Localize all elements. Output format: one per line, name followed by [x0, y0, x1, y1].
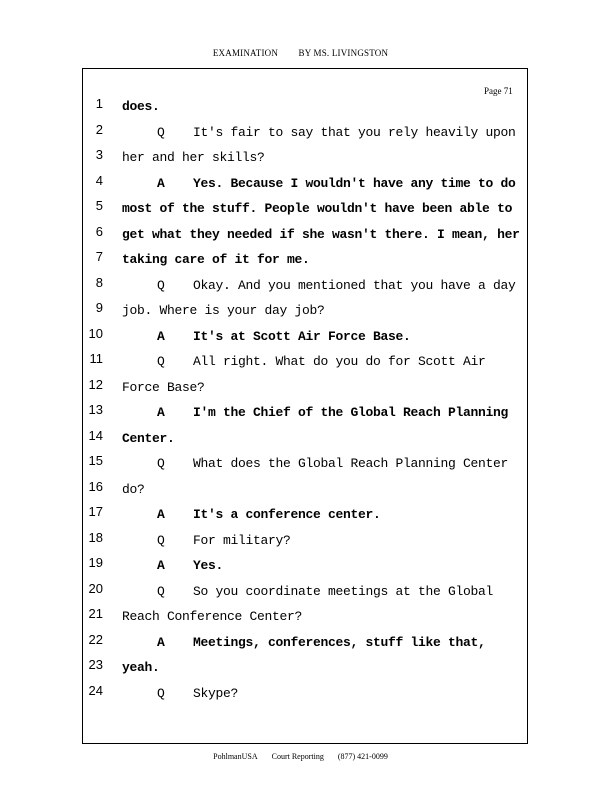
line-number: 23 [88, 657, 103, 672]
line-text: Meetings, conferences, stuff like that, [193, 634, 486, 650]
transcript-line [0, 224, 601, 246]
transcript-line [0, 275, 601, 297]
line-number: 2 [95, 121, 103, 137]
line-number: 5 [95, 198, 103, 213]
transcript-line [0, 402, 601, 424]
footer-company: PohlmanUSA [213, 752, 258, 761]
line-number: 6 [95, 223, 103, 239]
transcript-line [0, 249, 601, 271]
transcript-line [0, 351, 601, 373]
line-text: I'm the Chief of the Global Reach Planning [193, 405, 509, 420]
line-text: Skype? [193, 685, 239, 701]
line-number: 12 [88, 376, 103, 392]
page-header [0, 48, 601, 58]
line-text: Okay. And you mentioned that you have a day [193, 277, 516, 293]
line-number: 24 [88, 682, 103, 698]
transcript-line [0, 428, 601, 450]
transcript-line [0, 122, 601, 144]
transcript-line [0, 453, 601, 475]
transcript-line [0, 300, 601, 322]
line-text: job. Where is your day job? [122, 303, 325, 318]
speaker-label: A [157, 328, 165, 344]
line-number: 8 [95, 274, 103, 290]
line-text: Reach Conference Center? [122, 609, 303, 624]
line-text: It's at Scott Air Force Base. [193, 328, 411, 344]
footer-phone: (877) 421-0099 [337, 752, 388, 761]
transcript-line [0, 147, 601, 169]
line-number: 20 [88, 580, 103, 596]
header-section: EXAMINATION [212, 48, 279, 58]
transcript-line [0, 555, 601, 577]
transcript-line [0, 581, 601, 603]
header-examiner: BY MS. LIVINGSTON [298, 48, 389, 58]
line-text: So you coordinate meetings at the Global [193, 583, 494, 599]
line-number: 4 [95, 172, 103, 188]
line-text: taking care of it for me. [122, 252, 310, 267]
line-number: 3 [95, 147, 103, 162]
transcript-line [0, 377, 601, 399]
line-number: 16 [88, 478, 103, 494]
line-number: 14 [88, 427, 103, 443]
speaker-label: Q [157, 583, 165, 599]
transcript-line [0, 632, 601, 654]
line-number: 11 [89, 351, 103, 366]
line-text: her and her skills? [122, 150, 265, 165]
line-number: 9 [95, 300, 103, 315]
line-text: do? [122, 481, 145, 497]
line-number: 22 [88, 631, 103, 647]
line-text: All right. What do you do for Scott Air [193, 354, 486, 369]
line-text: get what they needed if she wasn't there. I mean, her [122, 226, 520, 242]
line-number: 15 [88, 453, 103, 468]
line-number: 19 [88, 555, 103, 570]
speaker-label: Q [157, 354, 165, 369]
line-number: 7 [95, 249, 103, 264]
speaker-label: Q [157, 124, 165, 140]
speaker-label: Q [157, 532, 165, 548]
speaker-label: Q [157, 456, 165, 471]
speaker-label: A [157, 558, 165, 573]
transcript-line [0, 683, 601, 705]
line-text: It's fair to say that you rely heavily upon [193, 124, 516, 140]
line-text: yeah. [122, 660, 160, 675]
line-text: Force Base? [122, 379, 205, 395]
transcript-line [0, 657, 601, 679]
transcript-line [0, 504, 601, 526]
line-number: 1 [95, 96, 103, 111]
line-number: 17 [88, 504, 103, 519]
line-text: does. [122, 99, 160, 114]
speaker-label: A [157, 634, 165, 650]
transcript-line [0, 198, 601, 220]
footer-service: Court Reporting [271, 752, 324, 761]
line-number: 13 [88, 402, 103, 417]
line-number: 18 [88, 529, 103, 545]
transcript-line [0, 96, 601, 118]
speaker-label: Q [157, 685, 165, 701]
line-text: It's a conference center. [193, 507, 381, 522]
transcript-line [0, 479, 601, 501]
line-text: most of the stuff. People wouldn't have been able to [122, 201, 513, 216]
transcript-line [0, 173, 601, 195]
speaker-label: A [157, 175, 165, 191]
line-text: Yes. Because I wouldn't have any time to do [193, 175, 516, 191]
line-number: 10 [88, 325, 103, 341]
line-number: 21 [88, 606, 103, 621]
page-number: Page 71 [484, 86, 513, 96]
transcript-line [0, 606, 601, 628]
line-text: Yes. [193, 558, 224, 573]
line-text: For military? [193, 532, 291, 548]
line-text: Center. [122, 430, 175, 446]
speaker-label: Q [157, 277, 165, 293]
page-footer [0, 752, 601, 761]
speaker-label: A [157, 405, 165, 420]
speaker-label: A [157, 507, 165, 522]
transcript-line [0, 326, 601, 348]
line-text: What does the Global Reach Planning Center [193, 456, 509, 471]
transcript-line [0, 530, 601, 552]
